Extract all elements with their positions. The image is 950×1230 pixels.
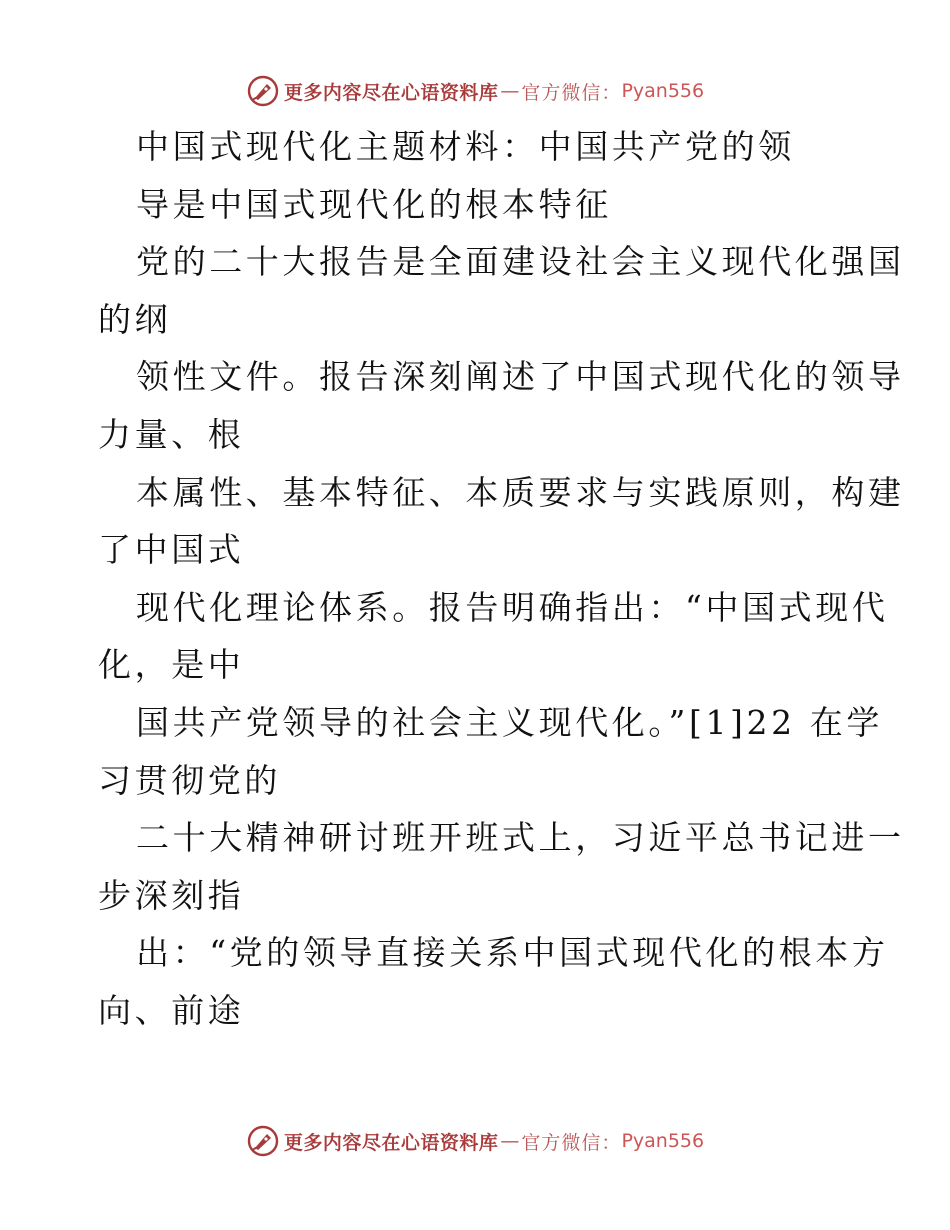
paragraph-line: 现代化理论体系。报告明确指出：“中国式现代 [136, 587, 889, 627]
paragraph-line: 二十大精神研讨班开班式上，习近平总书记进一 [136, 818, 905, 858]
pen-nib-logo-icon [246, 1124, 280, 1158]
paragraph-line: 党的二十大报告是全面建设社会主义现代化强国 [136, 242, 905, 282]
paragraph-line: 了中国式 [98, 530, 245, 570]
paragraph-line: 出：“党的领导直接关系中国式现代化的根本方 [136, 933, 889, 973]
header-banner [0, 74, 950, 108]
banner-wechat-id: Pyan556 [621, 1130, 705, 1152]
banner-main-text: 更多内容尽在心语资料库 [283, 81, 499, 104]
paragraph-line: 本属性、基本特征、本质要求与实践原则，构建 [136, 472, 905, 512]
banner-wechat-label: 官方微信： [521, 81, 622, 104]
title-line-1: 中国式现代化主题材料：中国共产党的领 [136, 127, 795, 166]
banner-separator: — [500, 1130, 520, 1152]
banner-main-text: 更多内容尽在心语资料库 [283, 1131, 499, 1154]
title-line-2: 导是中国式现代化的根本特征 [136, 184, 612, 224]
paragraph-line: 化，是中 [98, 645, 245, 685]
paragraph-line: 力量、根 [98, 414, 245, 454]
paragraph-line: 习贯彻党的 [98, 760, 281, 800]
paragraph-line: 步深刻指 [98, 875, 245, 915]
paragraph-line: 国共产党领导的社会主义现代化。”[1]22 在学 [136, 702, 883, 742]
paragraph-line: 向、前途 [98, 990, 245, 1030]
banner-separator: — [500, 80, 520, 102]
banner-wechat-label: 官方微信： [521, 1131, 622, 1154]
banner-wechat-id: Pyan556 [621, 80, 705, 102]
document-body [98, 118, 905, 1040]
paragraph-line: 的纲 [98, 299, 172, 339]
pen-nib-logo-icon [246, 74, 280, 108]
paragraph-line: 领性文件。报告深刻阐述了中国式现代化的领导 [136, 357, 905, 397]
footer-banner [0, 1124, 950, 1158]
